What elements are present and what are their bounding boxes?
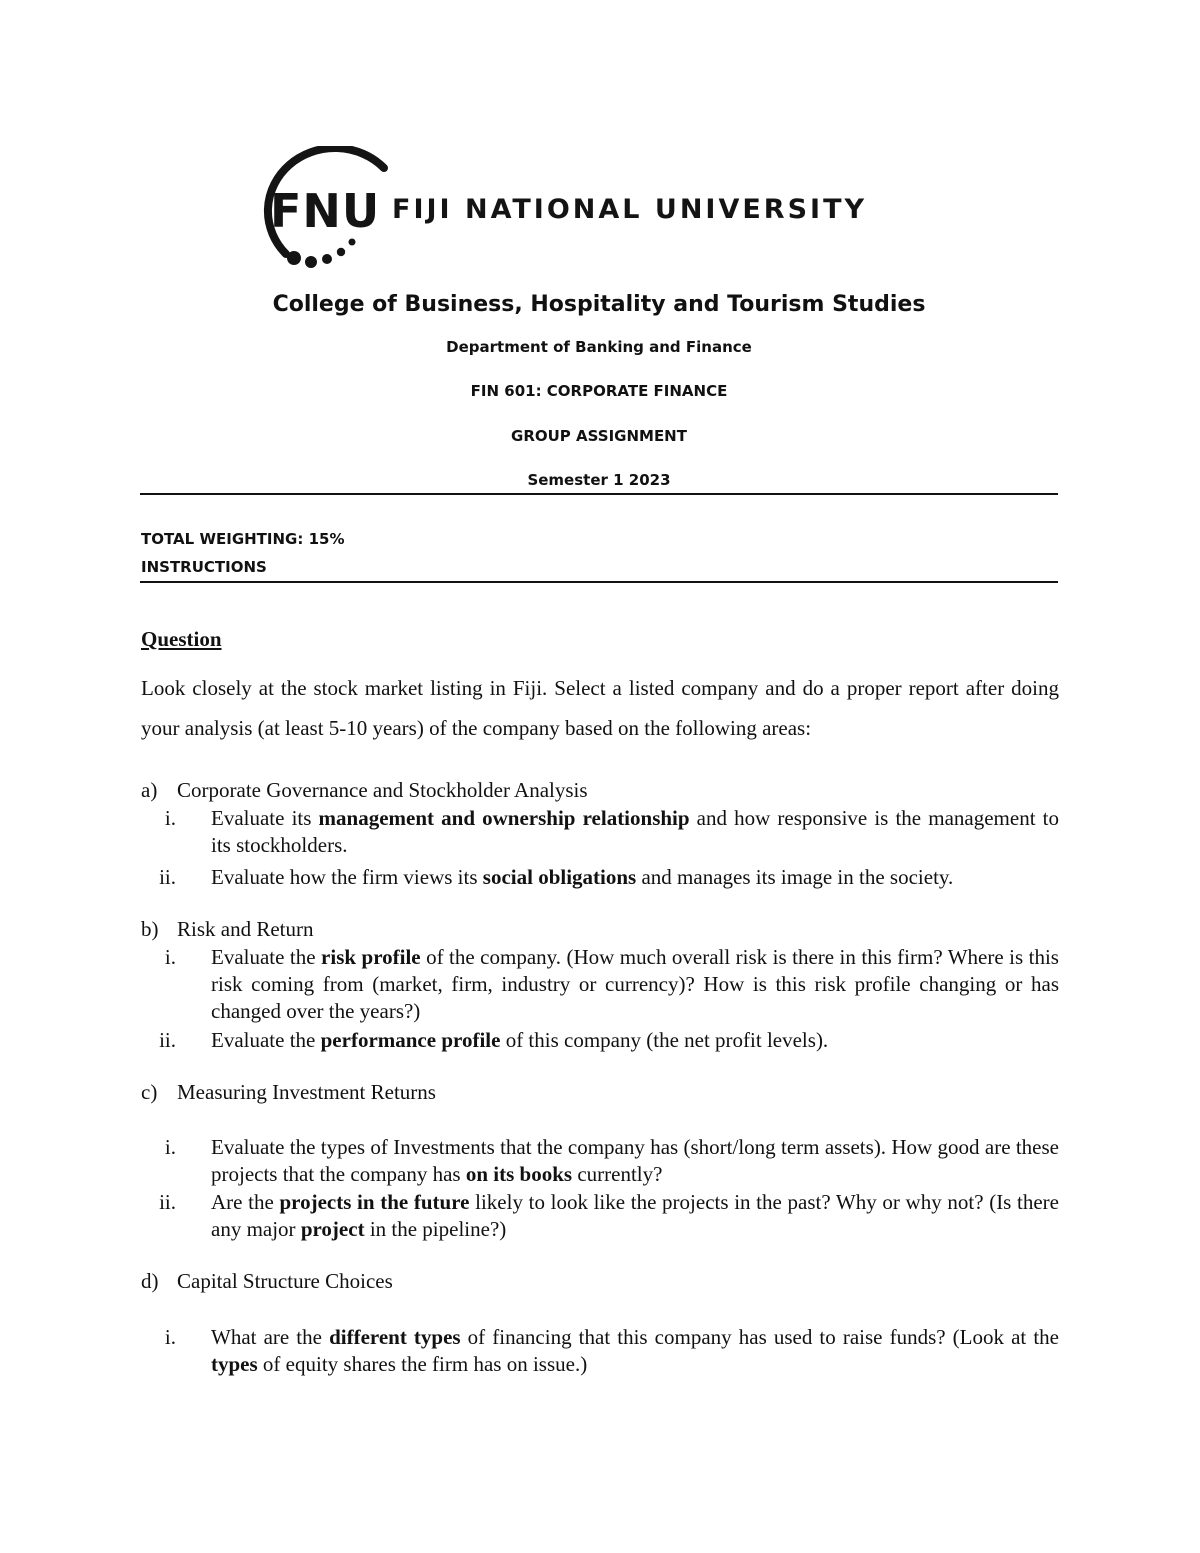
question-heading: Question [141, 627, 222, 651]
list-item [141, 944, 1059, 1025]
header-divider [140, 493, 1058, 495]
college-title: College of Business, Hospitality and Tourism Studies [272, 292, 926, 317]
item-number: i. [164, 945, 176, 969]
section-letter: c) [141, 1080, 158, 1104]
course-title: FIN 601: CORPORATE FINANCE [470, 382, 728, 400]
item-number: i. [164, 1325, 176, 1349]
item-text: What are the different types of financing that this company has used to raise funds? (Look at the types of equity shares the firm has on issue.) [211, 1325, 1059, 1376]
item-number: ii. [159, 865, 176, 889]
item-number: i. [164, 1135, 176, 1159]
item-text: Evaluate how the firm views its social obligations and manages its image in the society. [211, 865, 954, 889]
list-item [141, 1027, 1059, 1054]
item-text: Evaluate the performance profile of this company (the net profit levels). [211, 1028, 829, 1052]
section-letter: b) [141, 917, 159, 941]
logo-university-name: FIJI NATIONAL UNIVERSITY [392, 194, 868, 225]
section-title-text: Risk and Return [177, 917, 314, 941]
item-text: Are the projects in the future likely to look like the projects in the past? Why or why not? (Is there any major project in the pipeline?) [211, 1190, 1059, 1241]
item-number: ii. [159, 1190, 176, 1214]
assignment-title: GROUP ASSIGNMENT [511, 427, 687, 445]
item-text: Evaluate its management and ownership relationship and how responsive is the management to its stockholders. [211, 806, 1059, 857]
section-title [141, 1269, 393, 1294]
item-number: ii. [159, 1028, 176, 1052]
section-title-text: Corporate Governance and Stockholder Analysis [177, 778, 588, 802]
semester-title: Semester 1 2023 [527, 471, 671, 489]
section-title [141, 778, 588, 803]
university-logo [246, 146, 946, 270]
logo-abbreviation: FNU [270, 184, 381, 238]
total-weighting: TOTAL WEIGHTING: 15% [141, 530, 345, 548]
section-letter: d) [141, 1269, 159, 1293]
section-letter: a) [141, 778, 158, 802]
section-title-text: Measuring Investment Returns [177, 1080, 436, 1104]
instructions-label: INSTRUCTIONS [141, 558, 267, 576]
instructions-divider [140, 581, 1058, 583]
list-item [141, 864, 1059, 891]
item-text: Evaluate the types of Investments that the company has (short/long term assets). How good are these projects that the company has on its books currently? [211, 1135, 1059, 1186]
section-title-text: Capital Structure Choices [177, 1269, 393, 1293]
list-item [141, 805, 1059, 859]
section-title [141, 1080, 436, 1105]
section-title [141, 917, 314, 942]
list-item [141, 1189, 1059, 1243]
list-item [141, 1324, 1059, 1378]
department-title: Department of Banking and Finance [446, 338, 752, 356]
item-text: Evaluate the risk profile of the company. (How much overall risk is there in this firm? Where is this risk coming from (market, firm, industry or currency)? How is this risk profile changing or has changed over the years?) [211, 945, 1059, 1023]
question-intro: Look closely at the stock market listing in Fiji. Select a listed company and do a proper report after doing your analysis (at least 5-10 years) of the company based on the following areas: [141, 676, 1059, 740]
list-item [141, 1134, 1059, 1188]
item-number: i. [164, 806, 176, 830]
